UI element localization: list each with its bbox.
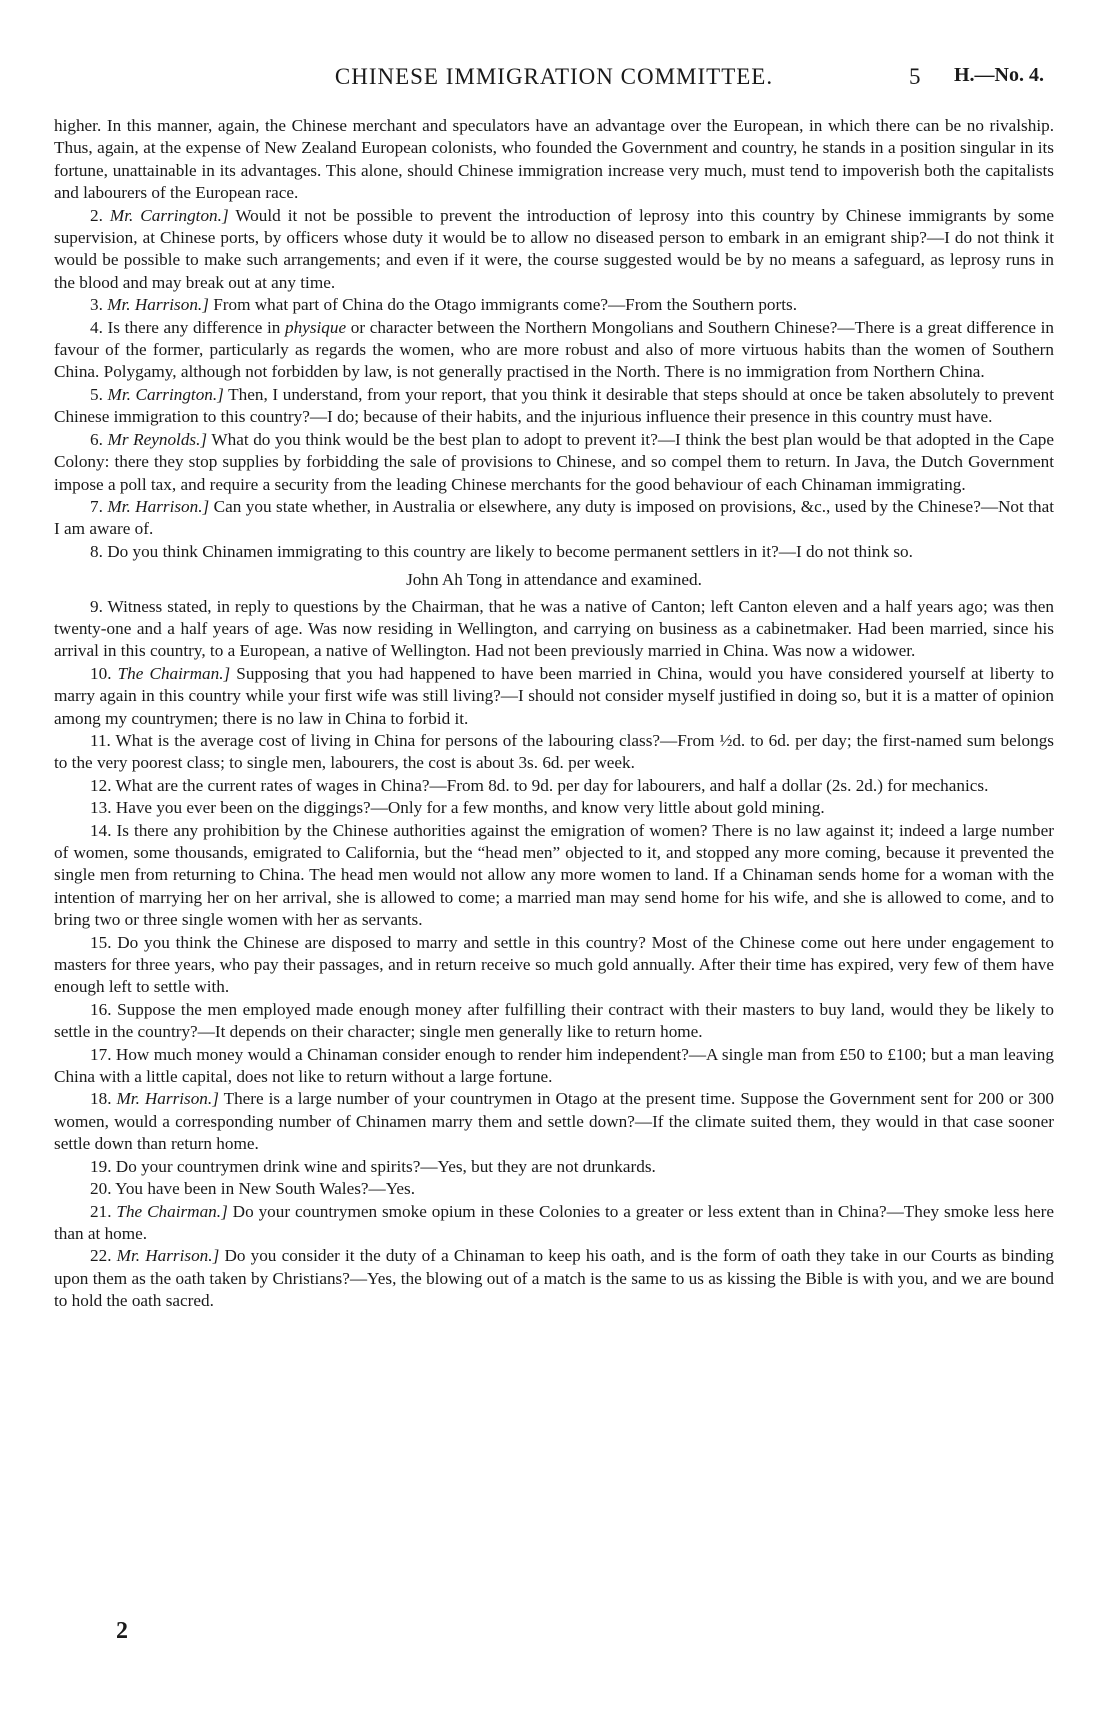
question-number: 6. [90,429,103,449]
question-number: 13. [90,798,112,818]
question-text: Do your countrymen smoke opium in these Colonies to a greater or less extent than in China?—They smoke less here than at home. [54,1201,1055,1243]
question-text: Can you state whether, in Australia or elsewhere, any duty is imposed on provisions, &c., used by the Chinese?—Not that I am aware of. [54,496,1055,539]
intro-paragraph: higher. In this manner, again, the Chinese merchant and speculators have an advantage over the European, in which there can be no rivalship. Thus, again, at the expense of New Zealand European colonists, who founded the Government and country, he stands in a position singular in its fortune, unattainable in its advantages. This alone, should Chinese immigration increase very much, must tend to impoverish both the capitalists and labourers of the European race. [54,116,1054,203]
question-text-cont: or character between the Northern Mongolians and Southern Chinese?—There is a great difference in favour of the former, particularly as regards the women, who are more robust and also of more virtuous habits than the women of Southern China. Polygamy, although not forbidden by law, is not generally practised in the North. There is no immigration from Northern China. [54,317,1054,382]
question-number: 20. [90,1179,112,1199]
speaker: The Chairman.] [117,663,231,683]
speaker: Mr Reynolds.] [107,429,208,449]
question-number: 21. [90,1201,112,1221]
question-number: 11. [90,730,111,750]
question-text: You have been in New South Wales?—Yes. [111,1179,416,1199]
question-14 [54,820,1054,932]
italic-term: physique [285,317,347,337]
question-5 [54,384,1054,429]
speaker: Mr. Carrington.] [107,384,224,404]
question-4 [54,317,1054,384]
question-7 [54,496,1054,541]
question-number: 19. [90,1156,112,1176]
question-number: 7. [90,496,103,516]
question-text: From what part of China do the Otago immigrants come?—From the Southern ports. [208,295,798,315]
question-text: What do you think would be the best plan to adopt to prevent it?—I think the best plan would be that adopted in the Cape Colony: there they stop supplies by forbidding the sale of provisions to Chinese, and so compel them to return. In Java, the Dutch Government impose a poll tax, and require a security from the leading Chinese merchants for the good behaviour of each Chinaman immigrating. [54,429,1054,494]
question-21 [54,1201,1054,1246]
question-9 [54,596,1054,663]
question-text: Have you ever been on the diggings?—Only for a few months, and know very little about gold mining. [111,798,825,818]
question-number: 8. [90,541,103,561]
question-number: 10. [90,663,112,683]
question-text: How much money would a Chinaman consider enough to render him independent?—A single man from £50 to £100; but a man leaving China with a little capital, does not like to return without a large fortune. [54,1044,1054,1087]
document-reference: H.—No. 4. [954,64,1044,86]
question-number: 2. [90,205,103,225]
page-body [54,115,1054,1313]
question-number: 17. [90,1044,112,1064]
question-text: Then, I understand, from your report, that you think it desirable that steps should at once be taken absolutely to prevent Chinese immigration to this country?—I do; because of their habits, and the injurious influence their presence in this country must have. [54,384,1055,427]
question-3 [54,294,1054,316]
question-6 [54,429,1054,496]
question-20 [54,1178,1054,1200]
question-number: 18. [90,1089,112,1109]
question-text: Do you consider it the duty of a Chinaman to keep his oath, and is the form of oath they take in our Courts as binding upon them as the oath taken by Christians?—Yes, the blowing out of a match is the same to us as kissing the Bible is with you, and we are bound to hold the oath sacred. [54,1246,1055,1311]
question-18 [54,1088,1054,1155]
question-number: 9. [90,596,103,616]
speaker: Mr. Harrison.] [116,1246,220,1266]
question-number: 4. [90,317,103,337]
question-19 [54,1156,1054,1178]
question-text: Is there any difference in [102,317,285,337]
question-text: What are the current rates of wages in China?—From 8d. to 9d. per day for labourers, and half a dollar (2s. 2d.) for mechanics. [111,775,989,795]
question-number: 15. [90,932,112,952]
question-text: Supposing that you had happened to have been married in China, would you have considered yourself at liberty to marry again in this country while your first wife was still living?—I should not consider myself justified in doing so, but it is a matter of opinion among my countrymen; there is no law in China to forbid it. [54,663,1055,728]
signature-mark: 2 [116,1618,128,1644]
question-12 [54,775,1054,797]
question-text: There is a large number of your countrymen in Otago at the present time. Suppose the Government sent for 200 or 300 women, would a corresponding number of Chinamen marry them and settle down?—If the climate suited them, they would in that case sooner settle down than return home. [54,1089,1055,1154]
question-number: 14. [90,820,112,840]
question-11 [54,730,1054,775]
question-text: Do your countrymen drink wine and spirits?—Yes, but they are not drunkards. [111,1156,656,1176]
question-number: 5. [90,384,103,404]
question-text: Do you think the Chinese are disposed to marry and settle in this country? Most of the Chinese come out here under engagement to masters for three years, who pay their passages, and in return receive so much gold annually. After their time has expired, very few of them have enough left to settle with. [54,932,1054,997]
page-header [54,0,1054,110]
question-number: 3. [90,295,103,315]
speaker: Mr. Carrington.] [109,205,229,225]
speaker: Mr. Harrison.] [107,496,210,516]
question-text: Witness stated, in reply to questions by the Chairman, that he was a native of Canton; left Canton eleven and a half years ago; was then twenty-one and a half years of age. Was now residing in Wellington, and carrying on business as a cabinetmaker. Had been married, since his arrival in this country, to a European, a native of Wellington. Had not been previously married in China. Was now a widower. [54,596,1054,661]
speaker: Mr. Harrison.] [116,1089,219,1109]
speaker: The Chairman.] [116,1201,228,1221]
question-17 [54,1044,1054,1089]
question-text: Suppose the men employed made enough money after fulfilling their contract with their masters to buy land, would they be likely to settle in the country?—It depends on their character; single men generally like to return home. [54,999,1054,1042]
question-2 [54,205,1054,295]
question-number: 22. [90,1246,112,1266]
speaker: Mr. Harrison.] [107,295,209,315]
question-8 [54,541,1054,563]
question-text: Would it not be possible to prevent the introduction of leprosy into this country by Chinese immigrants by some supervision, at Chinese ports, by officers whose duty it would be to allow no diseased person to embark in an emigrant ship?—I do not think it would be possible to make such arrangements; and even if it were, the course suggested would be by no means a safeguard, as leprosy runs in the blood and may break out at any time. [54,205,1054,292]
question-text: Is there any prohibition by the Chinese authorities against the emigration of women? There is no law against it; indeed a large number of women, some thousands, emigrated to California, but the “head men” objected to it, and stopped any more coming, because it prevented the single men from returning to China. The head men would not allow any more women to land. If a Chinaman sends home for a woman with the intention of marrying her on her arrival, she is allowed to come; a married man may send home for his wife, and she is allowed to come, and to bring two or three single women with her as servants. [54,820,1054,930]
document-page [54,0,1054,1711]
question-13 [54,797,1054,819]
page-number: 5 [909,64,921,89]
question-text: Do you think Chinamen immigrating to this country are likely to become permanent settlers in it?—I do not think so. [102,541,913,561]
question-text: What is the average cost of living in China for persons of the labouring class?—From ½d. to 6d. per day; the first-named sum belongs to the very poorest class; to single men, labourers, the cost is about 3s. 6d. per week. [54,730,1054,773]
question-number: 16. [90,999,112,1019]
question-15 [54,932,1054,999]
question-10 [54,663,1054,730]
running-title: CHINESE IMMIGRATION COMMITTEE. [334,64,774,89]
question-number: 12. [90,775,112,795]
question-22 [54,1245,1054,1312]
question-16 [54,999,1054,1044]
witness-heading: John Ah Tong in attendance and examined. [406,570,702,590]
